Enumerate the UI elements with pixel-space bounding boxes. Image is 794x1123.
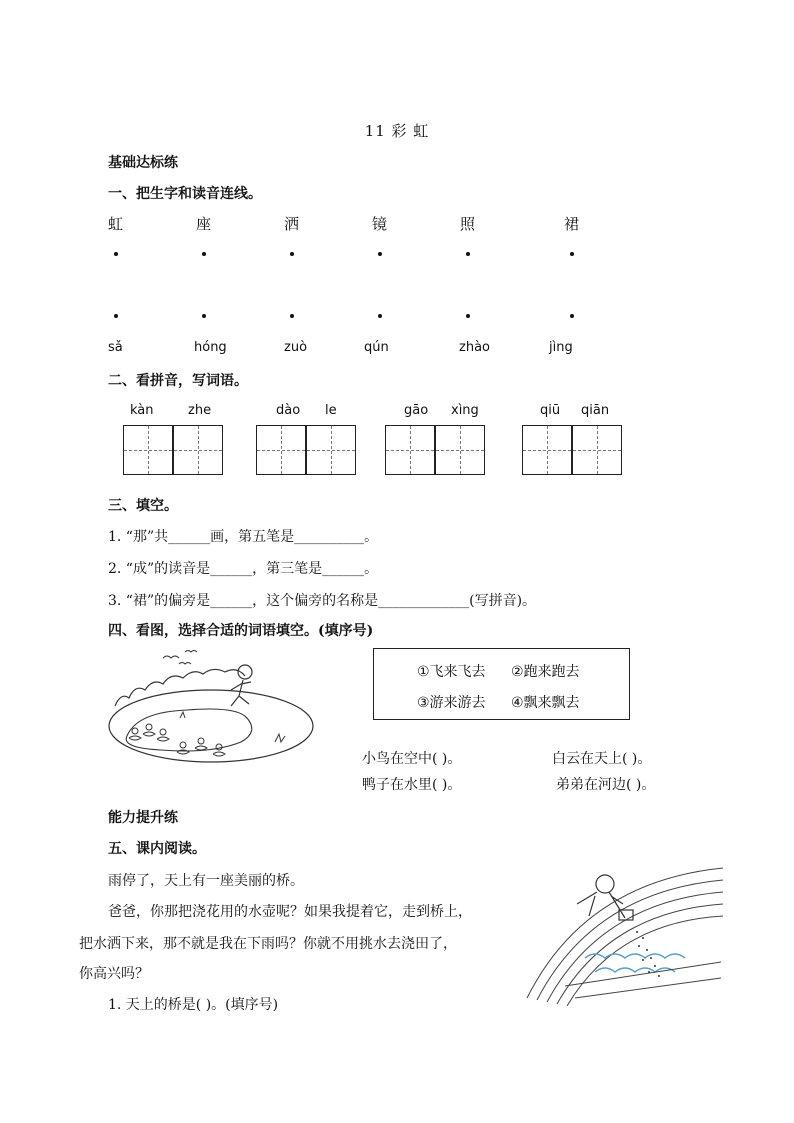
match-dot[interactable] [570,314,574,318]
q5-heading: 五、课内阅读。 [108,841,206,857]
q3-item[interactable]: 1. “那”共______画，第五笔是__________。 [108,529,379,545]
q1-pinyin: zuò [284,340,308,355]
option-item: ④飘来飘去 [511,695,580,711]
q4-blank[interactable]: 弟弟在河边( )。 [556,777,656,793]
q1-heading: 一、把生字和读音连线。 [108,186,262,202]
q2-pinyin: zhe [188,403,212,418]
match-dot[interactable] [114,252,118,256]
q1-pinyin: sǎ [108,340,123,355]
q3-item[interactable]: 3. “裙”的偏旁是______，这个偏旁的名称是_____________(写拼音)。 [108,593,537,609]
match-dot[interactable] [378,252,382,256]
section-ability-heading: 能力提升练 [108,810,178,826]
page-title: 11 彩 虹 [364,122,430,140]
match-dot[interactable] [466,314,470,318]
writing-cell[interactable] [572,425,622,475]
q2-pinyin: dào [276,403,301,418]
writing-cell[interactable] [256,425,306,475]
q1-char: 照 [460,215,476,233]
rainbow-girl-illustration [525,862,725,1006]
match-dot[interactable] [202,314,206,318]
passage-line: 把水洒下来，那不就是我在下雨吗？你就不用挑水去浇田了， [79,936,457,952]
option-item: ③游来游去 [417,695,486,711]
q1-char: 裙 [564,215,580,233]
q1-char: 镜 [372,215,388,233]
q4-heading: 四、看图，选择合适的词语填空。(填序号) [108,623,374,639]
q2-pinyin: le [325,403,337,418]
q2-pinyin: xìng [451,403,479,418]
q1-pinyin: hóng [194,340,227,355]
passage-line: 你高兴吗？ [79,966,149,982]
writing-cell[interactable] [173,425,223,475]
match-dot[interactable] [202,252,206,256]
q1-char: 座 [196,215,212,233]
q3-heading: 三、填空。 [108,498,178,514]
park-illustration [105,644,320,766]
q1-pinyin: zhào [459,340,490,355]
q3-item[interactable]: 2. “成”的读音是______，第三笔是______。 [108,561,379,577]
match-dot[interactable] [570,252,574,256]
q5-question[interactable]: 1. 天上的桥是( )。(填序号) [108,997,279,1013]
writing-grid [256,425,357,475]
q2-pinyin: gāo [404,403,429,418]
q1-pinyin: qún [364,340,389,355]
writing-cell[interactable] [123,425,173,475]
q4-blank[interactable]: 鸭子在水里( )。 [362,777,462,793]
q2-heading: 二、看拼音，写词语。 [108,373,248,389]
match-dot[interactable] [378,314,382,318]
match-dot[interactable] [466,252,470,256]
passage-line: 爸爸，你那把浇花用的水壶呢？如果我提着它，走到桥上， [108,904,472,920]
section-basic-heading: 基础达标练 [108,155,178,171]
writing-cell[interactable] [385,425,435,475]
match-dot[interactable] [290,314,294,318]
option-item: ①飞来飞去 [417,664,486,680]
q2-pinyin: qiān [581,403,610,418]
q1-char: 洒 [284,215,300,233]
writing-cell[interactable] [306,425,356,475]
option-item: ②跑来跑去 [511,664,580,680]
options-box [373,648,630,720]
writing-grid [522,425,623,475]
passage-line: 雨停了，天上有一座美丽的桥。 [108,873,304,889]
q1-char: 虹 [108,215,124,233]
writing-cell[interactable] [435,425,485,475]
writing-grid [385,425,486,475]
match-dot[interactable] [114,314,118,318]
writing-cell[interactable] [522,425,572,475]
writing-grid [123,425,224,475]
q1-pinyin: jìng [549,340,573,355]
q4-blank[interactable]: 白云在天上( )。 [552,751,652,767]
q2-pinyin: qiū [540,403,561,418]
q2-pinyin: kàn [130,403,154,418]
q4-blank[interactable]: 小鸟在空中( )。 [362,751,462,767]
match-dot[interactable] [290,252,294,256]
